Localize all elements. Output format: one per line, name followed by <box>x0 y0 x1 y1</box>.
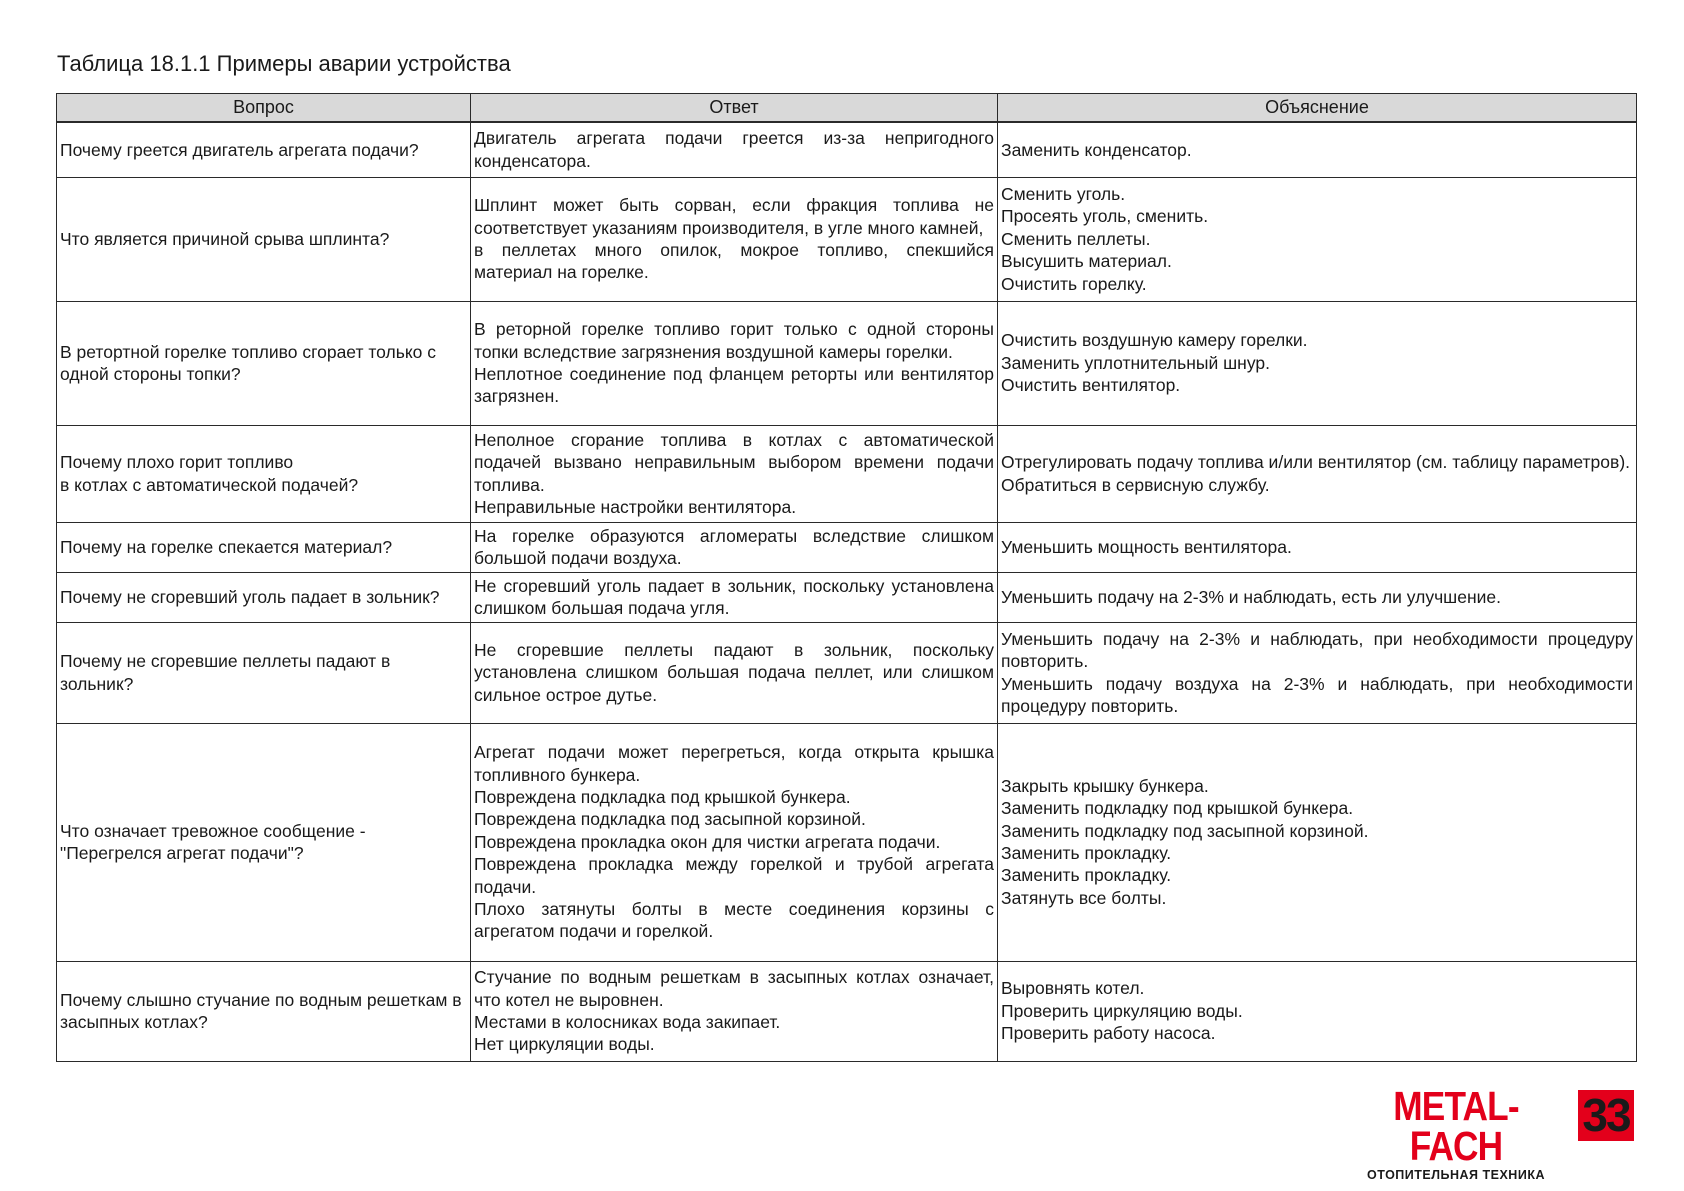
cell-line: Очистить вентилятор. <box>1001 375 1181 396</box>
cell-line: в котлах с автоматической подачей? <box>60 474 359 495</box>
cell-line: Не сгоревший уголь падает в зольник, поскольку установлена слишком большая подача угля. <box>474 575 994 618</box>
table-row <box>57 301 1637 425</box>
explanation-cell <box>998 622 1637 723</box>
cell-line: Заменить конденсатор. <box>1001 139 1192 160</box>
cell-line: Агрегат подачи может перегреться, когда открыта крышка топливного бункера. <box>474 742 994 785</box>
answer-cell <box>471 122 998 177</box>
cell-line: Почему не сгоревшие пеллеты падают в зольник? <box>60 651 391 694</box>
cell-line: Повреждена прокладка окон для чистки агрегата подачи. <box>474 831 941 852</box>
header-question: Вопрос <box>57 94 471 123</box>
cell-line: Почему греется двигатель агрегата подачи? <box>60 139 419 160</box>
cell-line: Двигатель агрегата подачи греется из-за непригодного конденсатора. <box>474 128 994 171</box>
explanation-cell <box>998 572 1637 622</box>
answer-cell <box>471 622 998 723</box>
faults-table <box>56 93 1637 1062</box>
brand-logo <box>1356 1083 1556 1182</box>
explanation-cell <box>998 122 1637 177</box>
question-cell <box>57 425 471 522</box>
cell-line: Повреждена подкладка под крышкой бункера. <box>474 786 851 807</box>
answer-cell <box>471 301 998 425</box>
cell-line: Проверить циркуляцию воды. <box>1001 1000 1243 1021</box>
explanation-cell <box>998 723 1637 961</box>
cell-line: Заменить подкладку под крышкой бункера. <box>1001 798 1354 819</box>
table-row <box>57 961 1637 1061</box>
cell-line: Нет циркуляции воды. <box>474 1034 655 1055</box>
table-row <box>57 723 1637 961</box>
explanation-cell <box>998 961 1637 1061</box>
cell-line: В ретортной горелке топливо сгорает только с одной стороны топки? <box>60 341 437 384</box>
page-title: Таблица 18.1.1 Примеры аварии устройства <box>57 51 511 76</box>
question-cell <box>57 572 471 622</box>
cell-line: в пеллетах много опилок, мокрое топливо, спекшийся материал на горелке. <box>474 240 994 283</box>
cell-line: Заменить прокладку. <box>1001 865 1172 886</box>
table-header-row <box>57 94 1637 123</box>
cell-line: Почему слышно стучание по водным решеткам в засыпных котлах? <box>60 989 462 1032</box>
cell-line: Что означает тревожное сообщение - "Перегрелся агрегат подачи"? <box>60 820 366 863</box>
cell-line: Почему на горелке спекается материал? <box>60 536 393 557</box>
cell-line: Заменить прокладку. <box>1001 843 1172 863</box>
page-number: 33 <box>1578 1090 1634 1141</box>
cell-line: Очистить воздушную камеру горелки. <box>1001 330 1308 351</box>
cell-line: Заменить уплотнительный шнур. <box>1001 352 1270 373</box>
cell-line: Неполное сгорание топлива в котлах с автоматической подачей вызвано неправильным выбором времени подачи топлива. <box>474 429 994 495</box>
cell-line: Уменьшить подачу на 2-3% и наблюдать, есть ли улучшение. <box>1001 586 1501 607</box>
table-row <box>57 622 1637 723</box>
cell-line: Повреждена подкладка под засыпной корзиной. <box>474 809 866 830</box>
question-cell <box>57 122 471 177</box>
answer-cell <box>471 572 998 622</box>
brand-tagline: ОТОПИТЕЛЬНАЯ ТЕХНИКА <box>1367 1168 1545 1182</box>
answer-cell <box>471 177 998 301</box>
cell-line: Шплинт может быть сорван, если фракция топлива не соответствует указаниям производителя, в угле много камней, <box>474 195 994 238</box>
question-cell <box>57 522 471 572</box>
explanation-cell <box>998 522 1637 572</box>
explanation-cell <box>998 425 1637 522</box>
table-row <box>57 122 1637 177</box>
cell-line: Что является причиной срыва шплинта? <box>60 228 390 249</box>
cell-line: Высушить материал. <box>1001 251 1172 272</box>
cell-line: Неправильные настройки вентилятора. <box>474 496 797 517</box>
cell-line: Уменьшить подачу на 2-3% и наблюдать, при необходимости процедуру повторить. <box>1001 628 1633 672</box>
cell-line: Сменить уголь. <box>1001 183 1126 204</box>
cell-line: Проверить работу насоса. <box>1001 1023 1216 1044</box>
cell-line: Обратиться в сервисную службу. <box>1001 474 1270 495</box>
question-cell <box>57 301 471 425</box>
question-cell <box>57 961 471 1061</box>
cell-line: Отрегулировать подачу топлива и/или вентилятор (см. таблицу параметров). <box>1001 452 1631 473</box>
table-row <box>57 425 1637 522</box>
cell-line: Почему плохо горит топливо <box>60 452 294 473</box>
cell-line: Просеять уголь, сменить. <box>1001 206 1209 227</box>
header-explanation: Объяснение <box>998 94 1637 123</box>
cell-line: Заменить подкладку под засыпной корзиной. <box>1001 820 1369 841</box>
cell-line: Неплотное соединение под фланцем реторты или вентилятор загрязнен. <box>474 364 994 407</box>
cell-line: Выровнять котел. <box>1001 978 1145 999</box>
question-cell <box>57 622 471 723</box>
question-cell <box>57 723 471 961</box>
header-answer: Ответ <box>471 94 998 123</box>
answer-cell <box>471 522 998 572</box>
cell-line: Плохо затянуты болты в месте соединения корзины с агрегатом подачи и горелкой. <box>474 899 994 942</box>
cell-line: Почему не сгоревший уголь падает в зольник? <box>60 586 440 607</box>
cell-line: Закрыть крышку бункера. <box>1001 775 1209 796</box>
cell-line: Местами в колосниках вода закипает. <box>474 1012 781 1032</box>
question-cell <box>57 177 471 301</box>
table-row <box>57 572 1637 622</box>
cell-line: Затянуть все болты. <box>1001 887 1167 908</box>
brand-name: METAL-FACH <box>1393 1083 1519 1169</box>
cell-line: Сменить пеллеты. <box>1001 228 1151 249</box>
cell-line: В реторной горелке топливо горит только с одной стороны топки вследствие загрязнения воздушной камеры горелки. <box>474 319 994 362</box>
answer-cell <box>471 961 998 1061</box>
cell-line: Очистить горелку. <box>1001 273 1147 294</box>
answer-cell <box>471 425 998 522</box>
cell-line: Повреждена прокладка между горелкой и трубой агрегата подачи. <box>474 854 994 897</box>
table-row <box>57 177 1637 301</box>
cell-line: Уменьшить подачу воздуха на 2-3% и наблюдать, при необходимости процедуру повторить. <box>1001 673 1633 716</box>
answer-cell <box>471 723 998 961</box>
cell-line: Уменьшить мощность вентилятора. <box>1001 536 1292 557</box>
explanation-cell <box>998 301 1637 425</box>
cell-line: На горелке образуются агломераты вследствие слишком большой подачи воздуха. <box>474 525 994 568</box>
cell-line: Не сгоревшие пеллеты падают в зольник, поскольку установлена слишком большая подача пеллет, или слишком сильное острое дутье. <box>474 639 994 705</box>
table-row <box>57 522 1637 572</box>
cell-line: Стучание по водным решеткам в засыпных котлах означает, что котел не выровнен. <box>474 967 994 1010</box>
explanation-cell <box>998 177 1637 301</box>
